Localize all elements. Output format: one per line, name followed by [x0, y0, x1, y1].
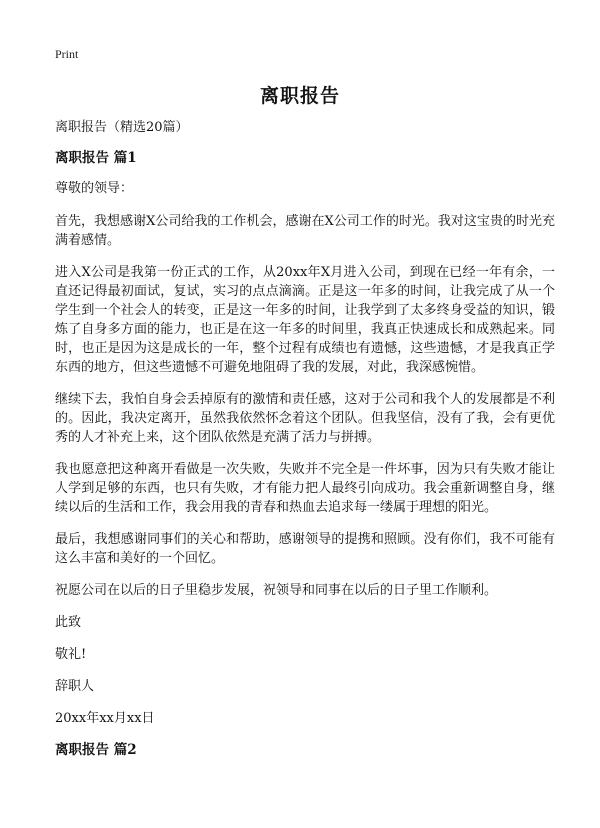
page-title: 离职报告 [259, 85, 340, 107]
print-link[interactable]: Print [55, 47, 79, 61]
paragraph-5: 最后，我想感谢同事们的关心和帮助，感谢领导的提携和照顾。没有你们，我不可能有这么丰富和美好的一个回忆。 [55, 532, 555, 566]
paragraph-1: 首先，我想感谢X公司给我的工作机会，感谢在X公司工作的时光。我对这宝贵的时光充满着感情。 [55, 214, 555, 248]
paragraph-2: 进入X公司是我第一份正式的工作，从20xx年X月进入公司，到现在已经一年有余，一直还记得最初面试，复试，实习的点点滴滴。正是这一年多的时间，让我完成了从一个学生到一个社会人的转变，正是这一年多的时间，让我学到了太多终身受益的知识，锻炼了自身多方面的能力，也正是在这一年多的时间里，我真正快速成长和成熟起来。同时，也正是因为这是成长的一年，整个过程有成绩也有遗憾，这些遗憾，才是我真正学东西的地方，但这些遗憾不可避免地阻碍了我的发展，对此，我深感惋惜。 [55, 265, 555, 375]
document-subtitle: 离职报告（精选20篇） [55, 120, 189, 135]
letter-closing: 此致 [55, 615, 82, 630]
paragraph-6: 祝愿公司在以后的日子里稳步发展，祝领导和同事在以后的日子里工作顺利。 [55, 583, 498, 598]
paragraph-4: 我也愿意把这种离开看做是一次失败，失败并不完全是一件坏事，因为只有失败才能让人学到足够的东西，也只有失败，才有能力把人最终引向成功。我会重新调整自身，继续以后的生活和工作，我会用我的青春和热血去追求每一缕属于理想的阳光。 [55, 462, 555, 515]
paragraph-3: 继续下去，我怕自身会丢掉原有的激情和责任感，这对于公司和我个人的发展都是不利的。因此，我决定离开，虽然我依然怀念着这个团队。但我坚信，没有了我，会有更优秀的人才补充上来，这个团队依然是充满了活力与拼搏。 [55, 392, 555, 445]
letter-signature: 辞职人 [55, 679, 95, 694]
letter-greeting: 尊敬的领导： [55, 181, 134, 196]
article-1-heading: 离职报告 篇1 [55, 150, 137, 166]
document-body [55, 118, 555, 771]
letter-salute: 敬礼! [55, 647, 87, 662]
letter-date: 20xx年xx月xx日 [55, 711, 155, 726]
article-2-heading: 离职报告 篇2 [55, 742, 137, 758]
